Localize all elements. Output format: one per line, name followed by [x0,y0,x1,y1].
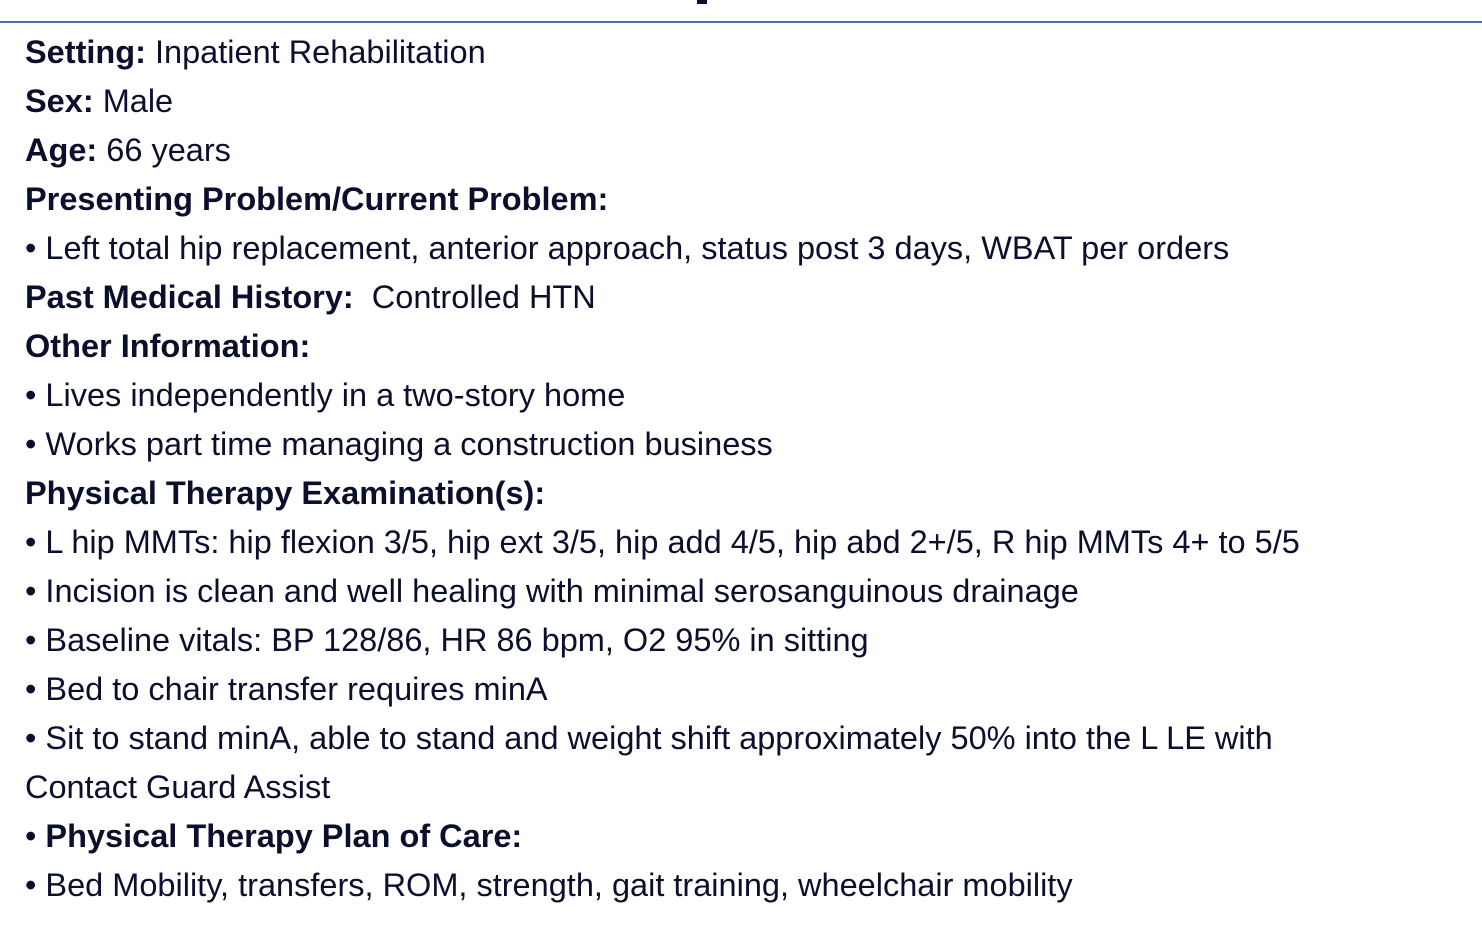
bullet-glyph: • [25,573,37,609]
bullet-glyph: • [25,671,37,707]
exam-item [25,616,1465,665]
bullet-glyph: • [25,720,37,756]
exam-item-continuation: Contact Guard Assist [25,769,331,805]
age-label: Age: [25,132,98,168]
exam-item [25,714,1465,763]
presenting-heading: Presenting Problem/Current Problem: [25,181,609,217]
case-document [25,28,1465,910]
setting-value: Inpatient Rehabilitation [155,34,486,70]
bullet-glyph: • [25,818,37,854]
presenting-item-text: Left total hip replacement, anterior approach, status post 3 days, WBAT per orders [45,230,1230,266]
other-item-text: Works part time managing a construction business [45,426,773,462]
bullet-glyph: • [25,426,37,462]
bullet-glyph: • [25,524,37,560]
setting-label: Setting: [25,34,146,70]
exam-item [25,665,1465,714]
other-item [25,420,1465,469]
age-value: 66 years [106,132,231,168]
plan-heading [25,812,1465,861]
bullet-glyph: • [25,867,37,903]
pmh-line [25,273,1465,322]
sex-value: Male [102,83,174,119]
exam-item-text: Bed to chair transfer requires minA [45,671,548,707]
exam-item-text: Sit to stand minA, able to stand and weight shift approximately 50% into the L LE with [45,720,1273,756]
sex-label: Sex: [25,83,94,119]
exam-item-text: Baseline vitals: BP 128/86, HR 86 bpm, O2 95% in sitting [45,622,869,658]
other-item [25,371,1465,420]
presenting-item [25,224,1465,273]
exam-item-text: L hip MMTs: hip flexion 3/5, hip ext 3/5, hip add 4/5, hip abd 2+/5, R hip MMTs 4+ to 5/5 [45,524,1300,560]
header-divider [0,21,1482,23]
other-item-text: Lives independently in a two-story home [45,377,626,413]
pmh-value: Controlled HTN [371,279,596,315]
bullet-glyph: • [25,230,37,266]
bullet-glyph: • [25,622,37,658]
other-heading: Other Information: [25,328,311,364]
setting-line [25,28,1465,77]
pmh-label: Past Medical History: [25,279,354,315]
bullet-glyph: • [25,377,37,413]
top-mark [697,0,707,4]
exam-item [25,518,1465,567]
exam-item [25,567,1465,616]
exam-heading: Physical Therapy Examination(s): [25,475,546,511]
plan-item-text: Bed Mobility, transfers, ROM, strength, gait training, wheelchair mobility [45,867,1073,903]
exam-item-text: Incision is clean and well healing with minimal serosanguinous drainage [45,573,1079,609]
plan-item [25,861,1465,910]
sex-line [25,77,1465,126]
age-line [25,126,1465,175]
plan-heading-text: Physical Therapy Plan of Care: [45,818,523,854]
